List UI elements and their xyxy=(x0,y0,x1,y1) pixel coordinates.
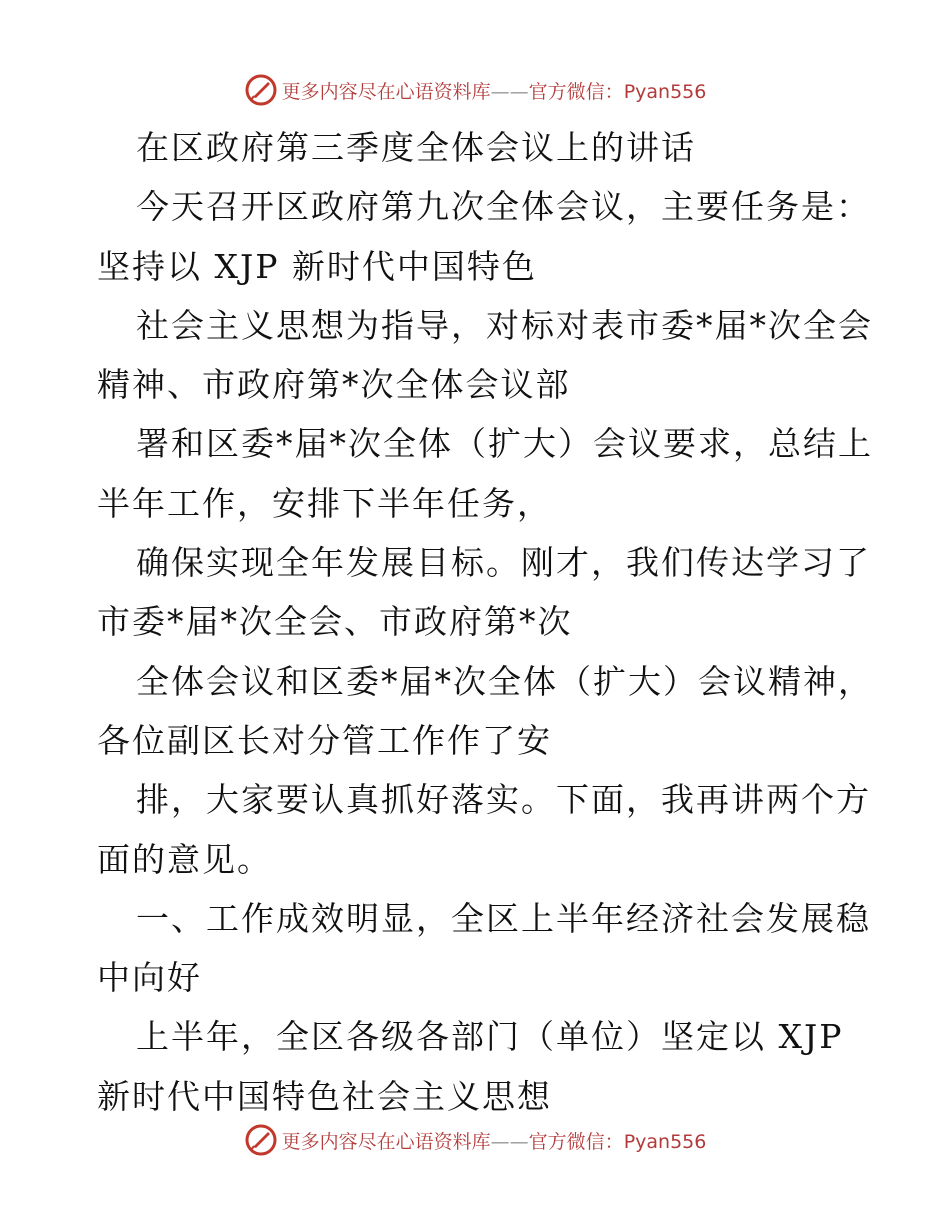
text-line: 坚持以 XJP 新时代中国特色 xyxy=(97,246,537,286)
text-line: 一、工作成效明显，全区上半年经济社会发展稳 xyxy=(136,898,871,938)
document-body xyxy=(97,118,873,1126)
text-line: 今天召开区政府第九次全体会议，主要任务是： xyxy=(136,187,871,227)
text-line: 署和区委*届*次全体（扩大）会议要求，总结上 xyxy=(136,424,873,464)
text-line: 中向好 xyxy=(97,958,202,998)
watermark-id: Pyan556 xyxy=(623,80,707,103)
text-line: 各位副区长对分管工作作了安 xyxy=(97,720,552,760)
text-line: 新时代中国特色社会主义思想 xyxy=(97,1076,552,1116)
header-watermark xyxy=(0,70,950,110)
text-line: 精神、市政府第*次全体会议部 xyxy=(97,365,571,405)
document-title: 在区政府第三季度全体会议上的讲话 xyxy=(136,128,696,167)
watermark-separator: —— xyxy=(490,1130,529,1153)
watermark-label: 官方微信： xyxy=(528,80,624,103)
watermark-id: Pyan556 xyxy=(623,1130,707,1153)
text-line: 全体会议和区委*届*次全体（扩大）会议精神， xyxy=(136,661,873,701)
text-line: 上半年，全区各级各部门（单位）坚定以 XJP xyxy=(136,1017,844,1057)
watermark-text xyxy=(282,1127,707,1154)
text-line: 市委*届*次全会、市政府第*次 xyxy=(97,602,573,642)
watermark-label: 官方微信： xyxy=(528,1130,624,1153)
watermark-text xyxy=(282,77,707,104)
text-line: 面的意见。 xyxy=(97,839,272,879)
text-line: 社会主义思想为指导，对标对表市委*届*次全会 xyxy=(136,305,873,345)
text-line: 半年工作，安排下半年任务， xyxy=(97,483,552,523)
footer-watermark xyxy=(0,1120,950,1160)
quill-logo-icon xyxy=(244,1123,278,1157)
text-line: 确保实现全年发展目标。刚才，我们传达学习了 xyxy=(136,543,871,583)
watermark-main: 更多内容尽在心语资料库 xyxy=(281,80,491,103)
text-line: 排，大家要认真抓好落实。下面，我再讲两个方 xyxy=(136,780,871,820)
watermark-main: 更多内容尽在心语资料库 xyxy=(281,1130,491,1153)
watermark-separator: —— xyxy=(490,80,529,103)
quill-logo-icon xyxy=(244,73,278,107)
